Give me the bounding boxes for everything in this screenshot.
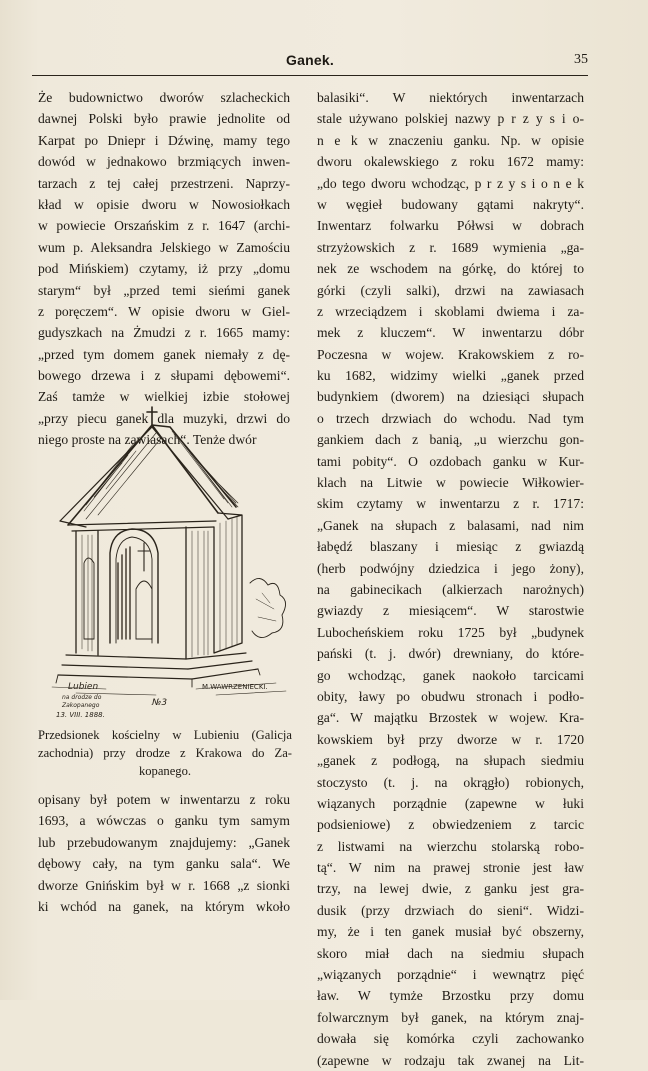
- text-line: łabędź blaszany i miesiąc z gwiazdą: [317, 539, 584, 555]
- text-line: z wrzeciądzem i skoblami dwiema i za-: [317, 303, 584, 319]
- text-line: starym“ był „przed temi sieńmi ganek: [38, 282, 290, 298]
- text-line: (zapewne w rodzaju tak zwanej na Lit-: [317, 1052, 584, 1068]
- pen-drawing: [46, 403, 298, 721]
- text-line: dworze Gnińskim był w r. 1668 „z sionki: [38, 877, 290, 893]
- text-line: „do tego dworu wchodząc, p r z y s i o n e k: [317, 175, 584, 191]
- text-line: lub przebudowanym znajdujemy: „Ganek: [38, 834, 290, 850]
- text-line: w węgieł budowany gątami nakryty“.: [317, 196, 584, 212]
- text-line: kowskiem był przy dworze w r. 1720: [317, 731, 584, 747]
- text-line: dusik (przy drzwiach do sieni“. Widzi-: [317, 902, 584, 918]
- text-line: skim czytamy w inwentarzu z r. 1717:: [317, 496, 584, 512]
- caption-line: kopanego.: [138, 764, 192, 778]
- text-line: gwiazdy z miesiącem“. W starostwie: [317, 603, 584, 619]
- text-line: „Ganek na słupach z balasami, nad nim: [317, 517, 584, 533]
- text-line: tami pobity“. O ozdobach ganku w Kur-: [317, 453, 584, 469]
- text-line: (herb podwójny dziedzica i jego żony),: [317, 560, 584, 576]
- text-line: „wiązanych porządnie“ i wewnątrz pięć: [317, 967, 584, 983]
- text-line: Inwentarz folwarku Półwsi w dobrach: [317, 218, 584, 234]
- text-line: skoro miał dach na siedmiu słupach: [317, 945, 584, 961]
- text-line: nek ze wschodem na górkę, do której to: [317, 261, 584, 277]
- text-line: folwarcznym był ganek, na którym znaj-: [317, 1009, 584, 1025]
- text-line: go wchodząc, ganek naokoło tarcicami: [317, 667, 584, 683]
- text-line: ku 1682, widzimy wielki „ganek przed: [317, 368, 584, 384]
- text-line: dowód w jednakowo brzmiących inwen-: [38, 154, 290, 170]
- text-line: wum p. Aleksandra Jelskiego w Zamościu: [38, 239, 290, 255]
- artist-signature: M.WAWRZENIECKI.: [202, 683, 268, 691]
- illustration-church-porch: [46, 403, 298, 721]
- text-line: o trzech drzwiach do wchodu. Nad tym: [317, 410, 584, 426]
- signature-road: na drodze do: [62, 694, 102, 701]
- signature-destination: Zakopanego: [62, 702, 100, 709]
- text-line: budynkiem (dworem) na dziesiąci słupach: [317, 389, 584, 405]
- text-line: z listwami na wierzchu stolarską robo-: [317, 838, 584, 854]
- text-line: klach na Litwie w powiecie Wiłkowier-: [317, 475, 584, 491]
- text-line: Poczesna w wojew. Krakowskiem z ro-: [317, 346, 584, 362]
- text-line: kład w opisie dworu w Nowosiołkach: [38, 196, 290, 212]
- figure-caption: [38, 726, 292, 780]
- text-line: dawnej Polski było prawie jednolite od: [38, 111, 290, 127]
- text-line: Że budownictwo dworów szlacheckich: [38, 90, 290, 105]
- signature-location: Lubien: [68, 682, 99, 692]
- page-number: 35: [574, 52, 588, 67]
- text-line: obity, ławy po obudwu stronach i podło-: [317, 688, 584, 704]
- text-line: górki (czyli salki), drzwi na zawiasach: [317, 282, 584, 298]
- text-line: 1693, a wówczas o ganku tym samym: [38, 813, 290, 829]
- header-rule: [32, 75, 588, 76]
- right-column: [317, 87, 584, 1071]
- running-title: Ganek.: [286, 52, 334, 68]
- text-line: ław. W tymże Brzostku przy domu: [317, 988, 584, 1004]
- text-line: „ganek z podłogą, na słupach siedmiu: [317, 753, 584, 769]
- caption-line: Przedsionek kościelny w Lubieniu (Galicja: [38, 728, 292, 742]
- text-line: stale używano polskiej nazwy p r z y s i o-: [317, 111, 584, 127]
- text-line: Zaś tamże w wielkiej izbie stołowej: [38, 389, 290, 405]
- text-line: dowała się komórka czyli zachowanko: [317, 1031, 584, 1047]
- left-column-bottom: [38, 789, 290, 917]
- text-line: trzy, na lewej dwie, z ganku jest gra-: [317, 881, 584, 897]
- text-line: niego proste na zawiasach“. Tenże dwór: [38, 432, 257, 448]
- text-line: Lubocheńskiem roku 1725 był „budynek: [317, 624, 584, 640]
- text-line: bowego drzewa i z słupami dębowemi“.: [38, 368, 290, 384]
- page-header: [32, 52, 588, 74]
- text-line: dworu okalewskiego z roku 1672 mamy:: [317, 154, 584, 170]
- text-line: w powiecie Orszańskim z r. 1647 (archi-: [38, 218, 290, 234]
- text-line: n e k w znaczeniu ganku. Np. w opisie: [317, 132, 584, 148]
- text-line: ga“. W majątku Brzostek w wojew. Kra-: [317, 710, 584, 726]
- text-line: tarzach z tej całej przestrzeni. Naprzy-: [38, 175, 290, 191]
- text-line: dębowy cały, na tym ganku sala“. We: [38, 856, 290, 872]
- text-line: tą“. W nim na prawej stronie jest ław: [317, 860, 584, 876]
- text-line: ki wchód na ganek, na którym wkoło: [38, 898, 290, 914]
- text-line: my, że i ten ganek musiał być obszerny,: [317, 924, 584, 940]
- text-line: gudyszkach na Żmudzi z r. 1665 mamy:: [38, 325, 290, 341]
- text-line: pański (t. j. dwór) drewniany, do które-: [317, 646, 584, 662]
- text-line: mek z kluczem“. W inwentarzu dóbr: [317, 325, 584, 341]
- left-column-top: [38, 87, 290, 451]
- text-line: strzyżowskich z r. 1689 wymienia „ga-: [317, 239, 584, 255]
- text-line: z poręczem“. W opisie dworu w Giel-: [38, 303, 290, 319]
- caption-line: zachodnia) przy drodze z Krakowa do Za-: [38, 746, 292, 760]
- text-line: na gabinecikach (alkierzach narożnych): [317, 581, 584, 597]
- text-line: „przed tym domem ganek niemały z dę-: [38, 346, 290, 362]
- text-line: „przy piecu ganek dla muzyki, drzwi do: [38, 410, 290, 426]
- text-line: wiązanych porządnie (zapewne w łuki: [317, 795, 584, 811]
- text-line: podsieniowe) z obwiedzeniem z tarcic: [317, 817, 584, 833]
- text-line: opisany był potem w inwentarzu z roku: [38, 792, 290, 807]
- text-line: gankiem dach z banią, „u wierzchu gon-: [317, 432, 584, 448]
- plate-number: №3: [152, 698, 168, 708]
- text-line: Karpat po Dniepr i Dźwinę, mamy tego: [38, 132, 290, 148]
- text-line: balasiki“. W niektórych inwentarzach: [317, 90, 584, 105]
- text-line: pod Mińskiem) czytamy, iż przy „domu: [38, 261, 290, 277]
- text-line: stoczysto (t. j. na okrągło) robionych,: [317, 774, 584, 790]
- signature-date: 13. VIII. 1888.: [56, 711, 105, 719]
